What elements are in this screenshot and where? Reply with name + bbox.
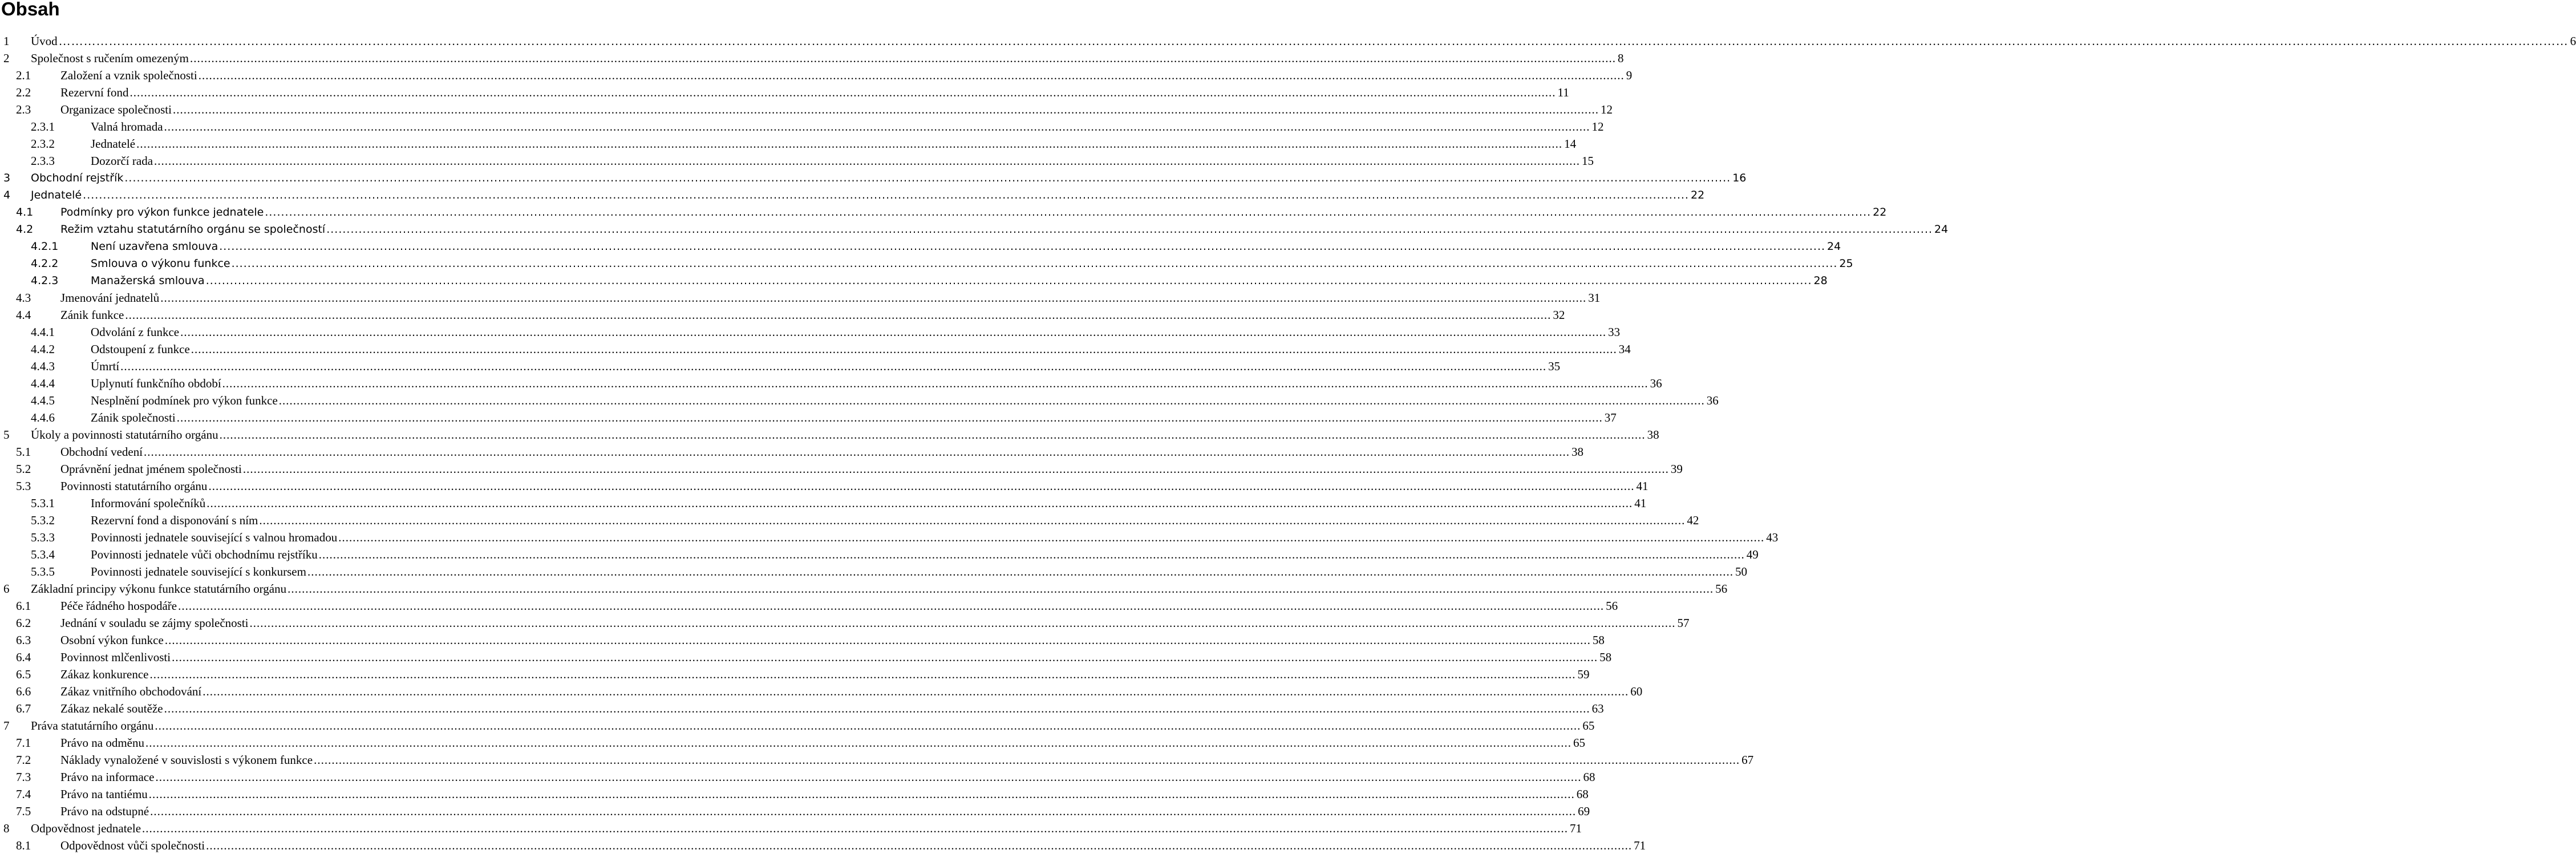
toc-entry-number: 5.3.3 <box>31 531 55 544</box>
toc-entry[interactable] <box>0 33 2576 50</box>
toc-dot-leader: ................................................................................................................................................................................................................................................................................................................................................................................................................ <box>208 479 1635 493</box>
toc-entry[interactable] <box>0 187 1705 204</box>
toc-entry[interactable] <box>0 409 1617 426</box>
toc-entry-page-number: 59 <box>1577 667 1590 681</box>
toc-entry-title: Nesplnění podmínek pro výkon funkce <box>91 394 278 407</box>
toc-entry-page-number: 39 <box>1670 462 1683 476</box>
toc-entry-number: 8 <box>3 822 10 835</box>
toc-dot-leader: ................................................................................................................................................................................................................................................................................................................................................................................................................ <box>142 822 1569 835</box>
toc-dot-leader: ................................................................................................................................................................................................................................................................................................................................................................................................................ <box>287 582 1714 596</box>
toc-entry-number: 6.3 <box>16 633 31 647</box>
toc-entry-page-number: 56 <box>1606 599 1618 613</box>
toc-entry[interactable] <box>0 238 1841 255</box>
toc-entry-number: 5.3.4 <box>31 548 55 561</box>
toc-entry-title: Rezervní fond <box>60 86 129 99</box>
toc-entry-number: 2.1 <box>16 68 31 82</box>
toc-entry-line <box>31 50 1624 67</box>
toc-entry-line <box>60 666 1590 683</box>
toc-entry-number: 6 <box>3 582 10 596</box>
toc-entry-number: 5.3 <box>16 479 31 493</box>
toc-dot-leader: ................................................................................................................................................................................................................................................................................................................................................................................................................ <box>124 172 1731 184</box>
toc-entry-line <box>60 204 1887 221</box>
toc-entry-line <box>91 152 1594 169</box>
toc-entry-title: Smlouva o výkonu funkce <box>91 257 230 270</box>
toc-entry-title: Povinnost mlčenlivosti <box>60 650 171 664</box>
toc-entry-title: Práva statutárního orgánu <box>31 719 154 733</box>
toc-entry-line <box>60 289 1601 306</box>
toc-dot-leader: ................................................................................................................................................................................................................................................................................................................................................................................................................ <box>265 206 1872 218</box>
toc-entry[interactable] <box>0 84 1569 101</box>
toc-dot-leader: ................................................................................................................................................................................................................................................................................................................................................................................................................ <box>120 359 1547 373</box>
toc-entry-title: Dozorčí rada <box>91 154 153 168</box>
toc-entry[interactable] <box>0 666 1590 683</box>
toc-entry-line <box>60 632 1605 649</box>
toc-dot-leader: ................................................................................................................................................................................................................................................................................................................................................................................................................ <box>164 120 1590 133</box>
toc-entry-page-number: 38 <box>1647 428 1659 442</box>
toc-entry-page-number: 49 <box>1746 548 1759 561</box>
toc-entry[interactable] <box>0 717 1595 734</box>
toc-entry-line <box>31 580 1728 597</box>
toc-entry[interactable] <box>0 460 1683 477</box>
toc-entry[interactable] <box>0 683 1643 700</box>
toc-entry-page-number: 22 <box>1690 189 1705 201</box>
toc-entry-line <box>31 169 1747 187</box>
toc-entry[interactable] <box>0 563 1747 580</box>
toc-dot-leader: ................................................................................................................................................................................................................................................................................................................................................................................................................ <box>190 51 1617 65</box>
toc-dot-leader: ................................................................................................................................................................................................................................................................................................................................................................................................................ <box>144 445 1570 459</box>
toc-entry[interactable] <box>0 597 1618 614</box>
toc-entry[interactable] <box>0 837 1646 854</box>
toc-entry-title: Jednatelé <box>91 137 136 151</box>
toc-entry[interactable] <box>0 204 1887 221</box>
toc-entry-line <box>31 426 1659 443</box>
toc-entry-page-number: 41 <box>1634 496 1647 510</box>
toc-entry-line <box>60 803 1590 820</box>
toc-entry-line <box>31 187 1705 204</box>
toc-entry[interactable] <box>0 803 1590 820</box>
toc-dot-leader: …………………………………………………………………………………………………………………………………………………………………………………………………………………………………………………………………………………………………………………………………………………………………………………………………………………………………………………………………………………………………………………………………………………… <box>58 34 2569 48</box>
toc-entry-page-number: 6 <box>2570 34 2576 48</box>
toc-entry-line <box>91 546 1759 563</box>
toc-entry-page-number: 60 <box>1630 685 1643 698</box>
toc-entry-title: Obchodní rejstřík <box>31 172 124 184</box>
toc-entry-title: Rezervní fond a disponování s ním <box>91 513 258 527</box>
toc-entry-number: 4.2.2 <box>31 257 59 270</box>
toc-entry-title: Informování společníků <box>91 496 206 510</box>
toc-entry-number: 7.4 <box>16 787 31 801</box>
toc-entry-page-number: 56 <box>1715 582 1728 596</box>
toc-dot-leader: ................................................................................................................................................................................................................................................................................................................................................................................................................ <box>206 839 1633 852</box>
toc-entry-line <box>60 460 1683 477</box>
toc-entry-number: 4.4.3 <box>31 359 55 373</box>
toc-entry-page-number: 58 <box>1599 650 1612 664</box>
toc-entry-number: 4.4.5 <box>31 394 55 407</box>
toc-entry-line <box>91 392 1719 409</box>
toc-entry-line <box>60 221 1949 238</box>
toc-entry-title: Společnost s ručením omezeným <box>31 51 189 65</box>
toc-entry-page-number: 24 <box>1827 240 1841 253</box>
toc-entry-line <box>91 272 1828 289</box>
toc-entry-page-number: 36 <box>1706 394 1719 407</box>
toc-entry[interactable] <box>0 614 1690 632</box>
toc-entry-title: Oprávnění jednat jménem společnosti <box>60 462 242 476</box>
toc-entry-title: Odvolání z funkce <box>91 325 180 339</box>
toc-entry-line <box>60 101 1613 118</box>
toc-dot-leader: ................................................................................................................................................................................................................................................................................................................................................................................................................ <box>338 531 1765 544</box>
toc-dot-leader: ................................................................................................................................................................................................................................................................................................................................................................................................................ <box>129 86 1556 99</box>
toc-entry-number: 6.2 <box>16 616 31 630</box>
toc-entry-number: 6.5 <box>16 667 31 681</box>
toc-entry-page-number: 28 <box>1813 274 1828 287</box>
toc-entry[interactable] <box>0 169 1747 187</box>
toc-entry-number: 7.3 <box>16 770 31 784</box>
toc-dot-leader: ................................................................................................................................................................................................................................................................................................................................................................................................................ <box>249 616 1676 630</box>
toc-dot-leader: ................................................................................................................................................................................................................................................................................................................................................................................................................ <box>145 736 1571 750</box>
toc-entry-page-number: 34 <box>1618 342 1631 356</box>
toc-entry-number: 2.3.2 <box>31 137 55 151</box>
toc-entry-number: 4.3 <box>16 291 31 305</box>
toc-entry-page-number: 41 <box>1636 479 1649 493</box>
toc-entry-title: Péče řádného hospodáře <box>60 599 177 613</box>
toc-entry-title: Povinnosti statutárního orgánu <box>60 479 208 493</box>
toc-dot-leader: ................................................................................................................................................................................................................................................................................................................................................................................................................ <box>180 325 1607 339</box>
toc-entry[interactable] <box>0 820 1582 837</box>
toc-entry-line <box>31 717 1595 734</box>
toc-entry[interactable] <box>0 751 1754 768</box>
toc-entry-page-number: 16 <box>1732 172 1747 184</box>
toc-entry-line <box>91 563 1747 580</box>
toc-entry[interactable] <box>0 323 1621 341</box>
toc-entry-title: Úvod <box>31 34 58 48</box>
toc-entry-line <box>60 306 1565 323</box>
toc-dot-leader: ................................................................................................................................................................................................................................................................................................................................................................................................................ <box>326 223 1933 236</box>
toc-entry-line <box>60 84 1569 101</box>
toc-entry[interactable] <box>0 477 1649 495</box>
toc-entry-number: 4.2 <box>16 223 34 236</box>
toc-entry-number: 4.1 <box>16 206 34 218</box>
toc-entry-title: Jednání v souladu se zájmy společnosti <box>60 616 249 630</box>
toc-entry-page-number: 71 <box>1570 822 1582 835</box>
toc-entry-line <box>91 323 1621 341</box>
toc-entry-line <box>91 341 1631 358</box>
toc-entry-line <box>60 67 1633 84</box>
toc-entry-number: 5.2 <box>16 462 31 476</box>
toc-entry-page-number: 11 <box>1557 86 1569 99</box>
toc-entry[interactable] <box>0 221 1949 238</box>
toc-entry-number: 7 <box>3 719 10 733</box>
toc-entry-number: 5 <box>3 428 10 442</box>
toc-entry-title: Náklady vynaložené v souvislosti s výkonem funkce <box>60 753 313 767</box>
toc-entry-number: 4.4.2 <box>31 342 55 356</box>
toc-entry-line <box>31 33 2576 50</box>
toc-entry[interactable] <box>0 700 1604 717</box>
toc-entry-number: 7.2 <box>16 753 31 767</box>
toc-entry-line <box>60 734 1585 751</box>
toc-entry-line <box>91 495 1647 512</box>
toc-entry-title: Zákaz konkurence <box>60 667 149 681</box>
toc-entry-page-number: 69 <box>1578 804 1590 818</box>
toc-dot-leader: ................................................................................................................................................................................................................................................................................................................................................................................................................ <box>318 548 1745 561</box>
toc-entry-title: Zákaz vnitřního obchodování <box>60 685 202 698</box>
toc-entry-page-number: 71 <box>1634 839 1646 852</box>
toc-entry-title: Odstoupení z funkce <box>91 342 190 356</box>
toc-entry-title: Organizace společnosti <box>60 103 172 116</box>
toc-entry-title: Zánik společnosti <box>91 411 176 424</box>
toc-entry-page-number: 63 <box>1591 702 1604 715</box>
toc-dot-leader: ................................................................................................................................................................................................................................................................................................................................................................................................................ <box>164 633 1591 647</box>
toc-entry-page-number: 9 <box>1626 68 1633 82</box>
toc-entry-line <box>60 443 1584 460</box>
toc-entry-title: Jmenování jednatelů <box>60 291 160 305</box>
toc-entry-number: 6.1 <box>16 599 31 613</box>
toc-entry[interactable] <box>0 50 1624 67</box>
toc-entry-line <box>91 358 1561 375</box>
toc-entry-page-number: 14 <box>1564 137 1577 151</box>
toc-entry-page-number: 15 <box>1582 154 1594 168</box>
toc-entry-line <box>91 135 1577 152</box>
toc-entry-number: 5.3.5 <box>31 565 55 578</box>
toc-entry[interactable] <box>0 358 1561 375</box>
toc-entry[interactable] <box>0 272 1828 289</box>
toc-dot-leader: ................................................................................................................................................................................................................................................................................................................................................................................................................ <box>222 377 1649 390</box>
toc-entry[interactable] <box>0 649 1612 666</box>
toc-entry-title: Odpovědnost vůči společnosti <box>60 839 205 852</box>
toc-entry-title: Právo na informace <box>60 770 155 784</box>
toc-dot-leader: ................................................................................................................................................................................................................................................................................................................................................................................................................ <box>242 462 1669 476</box>
toc-entry[interactable] <box>0 289 1601 306</box>
toc-entry-line <box>91 255 1853 272</box>
toc-entry-title: Jednatelé <box>31 189 82 201</box>
toc-entry-page-number: 8 <box>1618 51 1624 65</box>
toc-entry-number: 4 <box>3 189 11 201</box>
toc-dot-leader: ................................................................................................................................................................................................................................................................................................................................................................................................................ <box>148 787 1575 801</box>
toc-entry-page-number: 33 <box>1608 325 1621 339</box>
toc-entry[interactable] <box>0 67 1633 84</box>
toc-entry-line <box>60 683 1643 700</box>
toc-heading: Obsah <box>1 0 60 19</box>
toc-entry[interactable] <box>0 734 1585 751</box>
toc-entry-title: Režim vztahu statutárního orgánu se společností <box>60 223 326 236</box>
toc-entry-page-number: 12 <box>1591 120 1604 133</box>
toc-dot-leader: ................................................................................................................................................................................................................................................................................................................................................................................................................ <box>202 685 1629 698</box>
toc-dot-leader: ................................................................................................................................................................................................................................................................................................................................................................................................................ <box>164 702 1590 715</box>
toc-entry-page-number: 68 <box>1576 787 1589 801</box>
toc-entry-page-number: 32 <box>1553 308 1565 322</box>
toc-entry[interactable] <box>0 306 1565 323</box>
toc-dot-leader: ................................................................................................................................................................................................................................................................................................................................................................................................................ <box>125 308 1552 322</box>
toc-entry-line <box>91 409 1617 426</box>
toc-entry-number: 4.2.1 <box>31 240 59 253</box>
toc-entry-title: Zánik funkce <box>60 308 124 322</box>
toc-entry-number: 2 <box>3 51 10 65</box>
toc-entry-title: Právo na odměnu <box>60 736 144 750</box>
toc-entry-line <box>60 477 1649 495</box>
toc-entry[interactable] <box>0 512 1699 529</box>
toc-entry-number: 4.4.4 <box>31 377 55 390</box>
toc-dot-leader: ................................................................................................................................................................................................................................................................................................................................................................................................................ <box>231 257 1838 270</box>
toc-entry-page-number: 37 <box>1604 411 1617 424</box>
toc-entry[interactable] <box>0 580 1728 597</box>
toc-entry-number: 6.7 <box>16 702 31 715</box>
toc-dot-leader: ................................................................................................................................................................................................................................................................................................................................................................................................................ <box>149 667 1576 681</box>
toc-entry-title: Povinnosti jednatele související s valnou hromadou <box>91 531 338 544</box>
toc-entry-title: Založení a vznik společnosti <box>60 68 197 82</box>
toc-entry-page-number: 38 <box>1571 445 1584 459</box>
toc-entry[interactable] <box>0 495 1647 512</box>
toc-entry-number: 5.1 <box>16 445 31 459</box>
toc-entry-page-number: 68 <box>1583 770 1595 784</box>
toc-entry-title: Není uzavřena smlouva <box>91 240 218 253</box>
toc-entry[interactable] <box>0 118 1604 135</box>
toc-dot-leader: ................................................................................................................................................................................................................................................................................................................................................................................................................ <box>314 753 1740 767</box>
toc-dot-leader: ................................................................................................................................................................................................................................................................................................................................................................................................................ <box>83 189 1689 201</box>
toc-entry[interactable] <box>0 375 1662 392</box>
toc-entry-title: Odpovědnost jednatele <box>31 822 141 835</box>
toc-entry-title: Úkoly a povinnosti statutárního orgánu <box>31 428 218 442</box>
toc-entry-number: 7.1 <box>16 736 31 750</box>
toc-entry-title: Povinnosti jednatele související s konkursem <box>91 565 306 578</box>
toc-entry-number: 2.3 <box>16 103 31 116</box>
toc-entry-number: 4.4.6 <box>31 411 55 424</box>
toc-entry-line <box>91 375 1662 392</box>
toc-entry-line <box>91 529 1779 546</box>
toc-entry[interactable] <box>0 341 1631 358</box>
toc-entry-page-number: 42 <box>1687 513 1699 527</box>
toc-entry[interactable] <box>0 768 1595 786</box>
toc-entry-title: Zákaz nekalé soutěže <box>60 702 163 715</box>
toc-entry[interactable] <box>0 786 1589 803</box>
toc-entry-page-number: 57 <box>1677 616 1690 630</box>
toc-dot-leader: ................................................................................................................................................................................................................................................................................................................................................................................................................ <box>198 68 1625 82</box>
toc-entry-line <box>60 786 1589 803</box>
toc-entry[interactable] <box>0 529 1779 546</box>
toc-entry-line <box>91 118 1604 135</box>
toc-dot-leader: ................................................................................................................................................................................................................................................................................................................................................................................................................ <box>154 154 1581 168</box>
toc-entry-page-number: 65 <box>1582 719 1595 733</box>
toc-dot-leader: ................................................................................................................................................................................................................................................................................................................................................................................................................ <box>176 411 1603 424</box>
toc-entry-number: 5.3.1 <box>31 496 55 510</box>
toc-entry[interactable] <box>0 546 1759 563</box>
toc-entry-title: Obchodní vedení <box>60 445 143 459</box>
toc-entry[interactable] <box>0 152 1594 169</box>
toc-entry-number: 6.4 <box>16 650 31 664</box>
toc-entry[interactable] <box>0 426 1659 443</box>
toc-entry-line <box>60 700 1604 717</box>
toc-entry-number: 2.3.1 <box>31 120 55 133</box>
toc-entry-page-number: 12 <box>1600 103 1613 116</box>
toc-entry-page-number: 43 <box>1766 531 1779 544</box>
toc-entry-number: 1 <box>3 34 10 48</box>
toc-entry[interactable] <box>0 101 1613 118</box>
toc-entry[interactable] <box>0 392 1719 409</box>
toc-entry-number: 5.3.2 <box>31 513 55 527</box>
toc-entry-number: 8.1 <box>16 839 31 852</box>
toc-dot-leader: ................................................................................................................................................................................................................................................................................................................................................................................................................ <box>172 650 1598 664</box>
toc-entry-title: Právo na odstupné <box>60 804 149 818</box>
toc-dot-leader: ................................................................................................................................................................................................................................................................................................................................................................................................................ <box>191 342 1617 356</box>
toc-entry-number: 2.3.3 <box>31 154 55 168</box>
toc-dot-leader: ................................................................................................................................................................................................................................................................................................................................................................................................................ <box>178 599 1605 613</box>
toc-entry-page-number: 22 <box>1873 206 1887 218</box>
toc-entry-page-number: 67 <box>1741 753 1754 767</box>
toc-entry-number: 2.2 <box>16 86 31 99</box>
toc-dot-leader: ................................................................................................................................................................................................................................................................................................................................................................................................................ <box>155 719 1581 733</box>
toc-entry-page-number: 58 <box>1592 633 1605 647</box>
toc-dot-leader: ................................................................................................................................................................................................................................................................................................................................................................................................................ <box>206 496 1633 510</box>
toc-entry-title: Valná hromada <box>91 120 163 133</box>
toc-dot-leader: ................................................................................................................................................................................................................................................................................................................................................................................................................ <box>219 240 1826 253</box>
toc-entry-line <box>60 751 1754 768</box>
toc-entry-page-number: 25 <box>1839 257 1853 270</box>
toc-dot-leader: ................................................................................................................................................................................................................................................................................................................................................................................................................ <box>205 274 1812 287</box>
toc-entry-title: Podmínky pro výkon funkce jednatele <box>60 206 264 218</box>
toc-dot-leader: ................................................................................................................................................................................................................................................................................................................................................................................................................ <box>219 428 1646 442</box>
toc-entry-page-number: 31 <box>1588 291 1601 305</box>
toc-entry[interactable] <box>0 255 1853 272</box>
toc-entry-page-number: 50 <box>1735 565 1747 578</box>
toc-entry-number: 7.5 <box>16 804 31 818</box>
toc-entry-page-number: 65 <box>1573 736 1585 750</box>
toc-dot-leader: ................................................................................................................................................................................................................................................................................................................................................................................................................ <box>259 513 1686 527</box>
toc-dot-leader: ................................................................................................................................................................................................................................................................................................................................................................................................................ <box>136 137 1563 151</box>
toc-entry-page-number: 35 <box>1548 359 1561 373</box>
toc-dot-leader: ................................................................................................................................................................................................................................................................................................................................................................................................................ <box>160 291 1587 305</box>
toc-entry-line <box>31 820 1582 837</box>
toc-entry-line <box>91 238 1841 255</box>
toc-entry-line <box>60 768 1595 786</box>
toc-entry-line <box>60 837 1646 854</box>
toc-entry-number: 4.4.1 <box>31 325 55 339</box>
toc-entry-number: 3 <box>3 172 11 184</box>
toc-entry-title: Povinnosti jednatele vůči obchodnímu rejstříku <box>91 548 318 561</box>
toc-entry-page-number: 36 <box>1650 377 1662 390</box>
toc-entry[interactable] <box>0 135 1577 152</box>
toc-entry-line <box>60 597 1618 614</box>
toc-entry-line <box>91 512 1699 529</box>
toc-entry-title: Manažerská smlouva <box>91 274 205 287</box>
toc-dot-leader: ................................................................................................................................................................................................................................................................................................................................................................................................................ <box>278 394 1705 407</box>
toc-entry-number: 4.4 <box>16 308 31 322</box>
toc-entry-number: 6.6 <box>16 685 31 698</box>
toc-entry-title: Základní principy výkonu funkce statutárního orgánu <box>31 582 287 596</box>
toc-entry[interactable] <box>0 443 1584 460</box>
toc-dot-leader: ................................................................................................................................................................................................................................................................................................................................................................................................................ <box>155 770 1582 784</box>
toc-entry[interactable] <box>0 632 1605 649</box>
toc-dot-leader: ................................................................................................................................................................................................................................................................................................................................................................................................................ <box>172 103 1599 116</box>
toc-entry-title: Uplynutí funkčního období <box>91 377 221 390</box>
toc-entry-page-number: 24 <box>1934 223 1949 236</box>
toc-dot-leader: ................................................................................................................................................................................................................................................................................................................................................................................................................ <box>307 565 1733 578</box>
toc-entry-line <box>60 614 1690 632</box>
toc-entry-title: Právo na tantiému <box>60 787 148 801</box>
toc-entry-line <box>60 649 1612 666</box>
toc-dot-leader: ................................................................................................................................................................................................................................................................................................................................................................................................................ <box>150 804 1577 818</box>
toc-entry-number: 4.2.3 <box>31 274 59 287</box>
toc-entry-title: Osobní výkon funkce <box>60 633 164 647</box>
toc-entry-title: Úmrtí <box>91 359 120 373</box>
